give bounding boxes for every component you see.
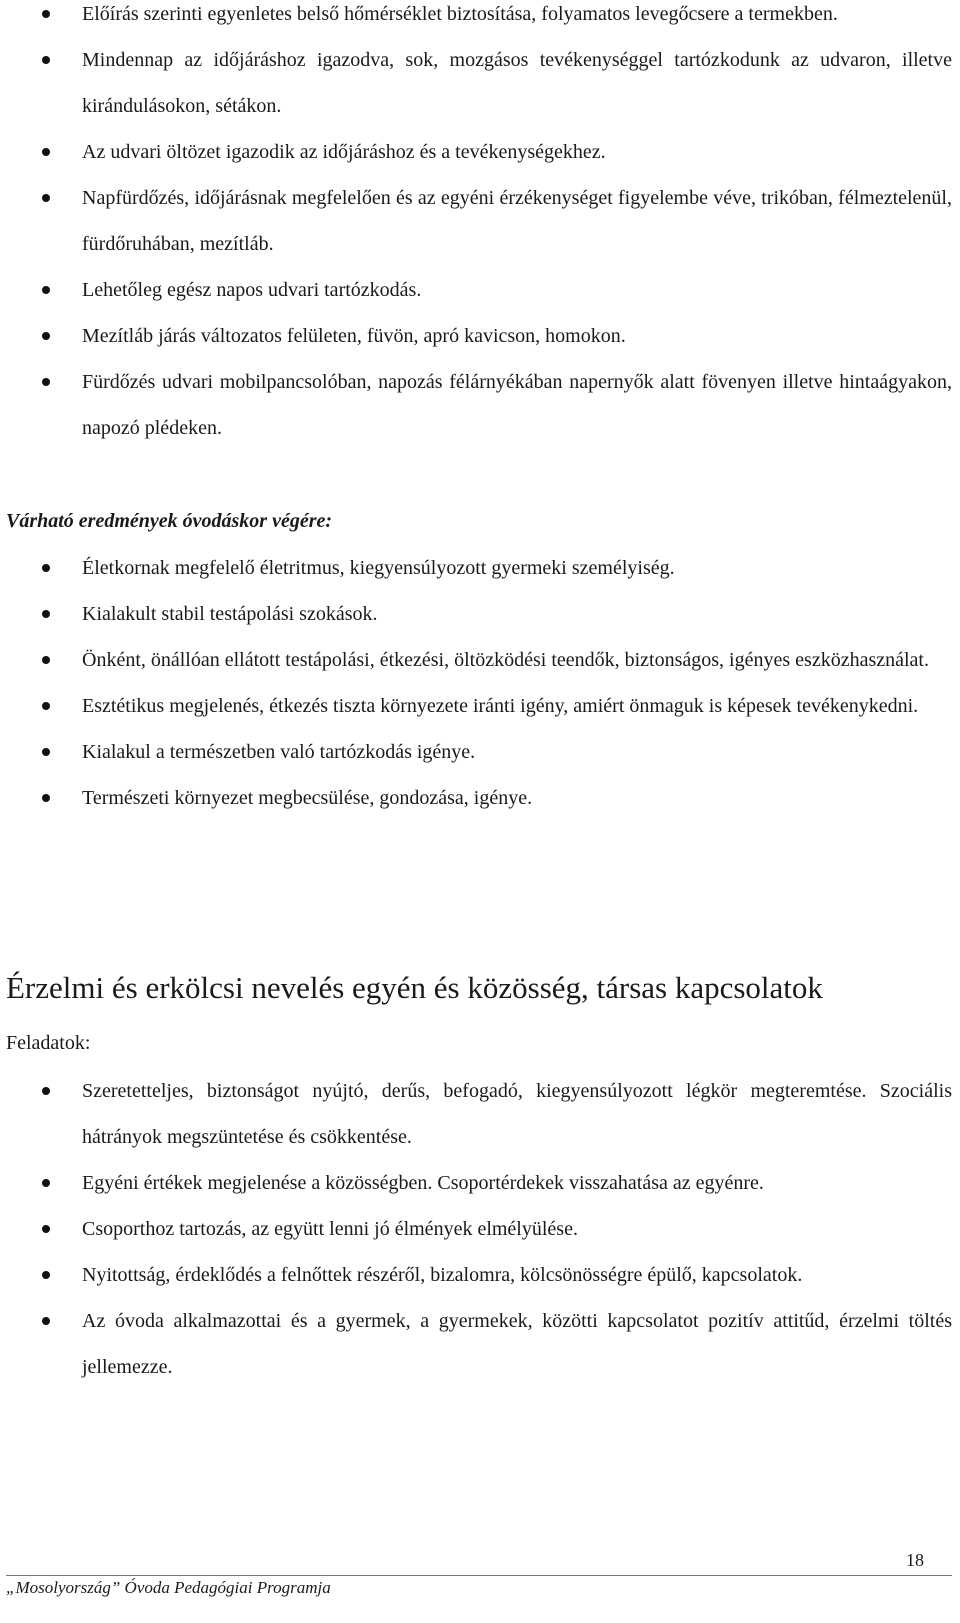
bullet-item: Életkornak megfelelő életritmus, kiegyensúlyozott gyermeki személyiség. — [0, 545, 960, 591]
footer-program-title: „Mosolyország” Óvoda Pedagógiai Programja — [6, 1578, 331, 1597]
expected-results-heading: Várható eredmények óvodáskor végére: — [6, 510, 333, 532]
tasks-list-container — [0, 1068, 960, 1390]
bullet-item: Mezítláb járás változatos felületen, füvön, apró kavicson, homokon. — [0, 313, 960, 359]
hygiene-measures-list-container — [0, 0, 960, 451]
expected-results-list-container — [0, 545, 960, 821]
bullet-item: Szeretetteljes, biztonságot nyújtó, derűs, befogadó, kiegyensúlyozott légkör megteremtése. Szociális hátrányok megszüntetése és csökkentése. — [0, 1068, 960, 1160]
tasks-list — [0, 1068, 960, 1390]
bullet-item: Önként, önállóan ellátott testápolási, étkezési, öltözködési teendők, biztonságos, igényes eszközhasználat. — [0, 637, 960, 683]
bullet-item: Mindennap az időjáráshoz igazodva, sok, mozgásos tevékenységgel tartózkodunk az udvaron, illetve kirándulásokon, sétákon. — [0, 37, 960, 129]
bullet-item: Kialakul a természetben való tartózkodás igénye. — [0, 729, 960, 775]
bullet-item: Napfürdőzés, időjárásnak megfelelően és az egyéni érzékenységet figyelembe véve, trikóban, félmeztelenül, fürdőruhában, mezítláb. — [0, 175, 960, 267]
page-number: 18 — [906, 1550, 924, 1570]
bullet-item: Lehetőleg egész napos udvari tartózkodás. — [0, 267, 960, 313]
footer-divider — [6, 1575, 952, 1576]
bullet-item: Az udvari öltözet igazodik az időjáráshoz és a tevékenységekhez. — [0, 129, 960, 175]
bullet-item: Esztétikus megjelenés, étkezés tiszta környezete iránti igény, amiért önmaguk is képesek tevékenykedni. — [0, 683, 960, 729]
bullet-item: Egyéni értékek megjelenése a közösségben. Csoportérdekek visszahatása az egyénre. — [0, 1160, 960, 1206]
bullet-item: Az óvoda alkalmazottai és a gyermek, a gyermekek, közötti kapcsolatot pozitív attitűd, érzelmi töltés jellemezze. — [0, 1298, 960, 1390]
bullet-item: Csoporthoz tartozás, az együtt lenni jó élmények elmélyülése. — [0, 1206, 960, 1252]
bullet-item: Kialakult stabil testápolási szokások. — [0, 591, 960, 637]
bullet-item: Előírás szerinti egyenletes belső hőmérséklet biztosítása, folyamatos levegőcsere a termekben. — [0, 0, 960, 37]
bullet-item: Nyitottság, érdeklődés a felnőttek részéről, bizalomra, kölcsönösségre épülő, kapcsolatok. — [0, 1252, 960, 1298]
bullet-item: Fürdőzés udvari mobilpancsolóban, napozás félárnyékában napernyők alatt fövenyen illetve hintaágyakon, napozó plédeken. — [0, 359, 960, 451]
bullet-item: Természeti környezet megbecsülése, gondozása, igénye. — [0, 775, 960, 821]
expected-results-list — [0, 545, 960, 821]
tasks-label: Feladatok: — [6, 1032, 91, 1054]
section-title: Érzelmi és erkölcsi nevelés egyén és közösség, társas kapcsolatok — [6, 970, 823, 1005]
hygiene-measures-list — [0, 0, 960, 451]
